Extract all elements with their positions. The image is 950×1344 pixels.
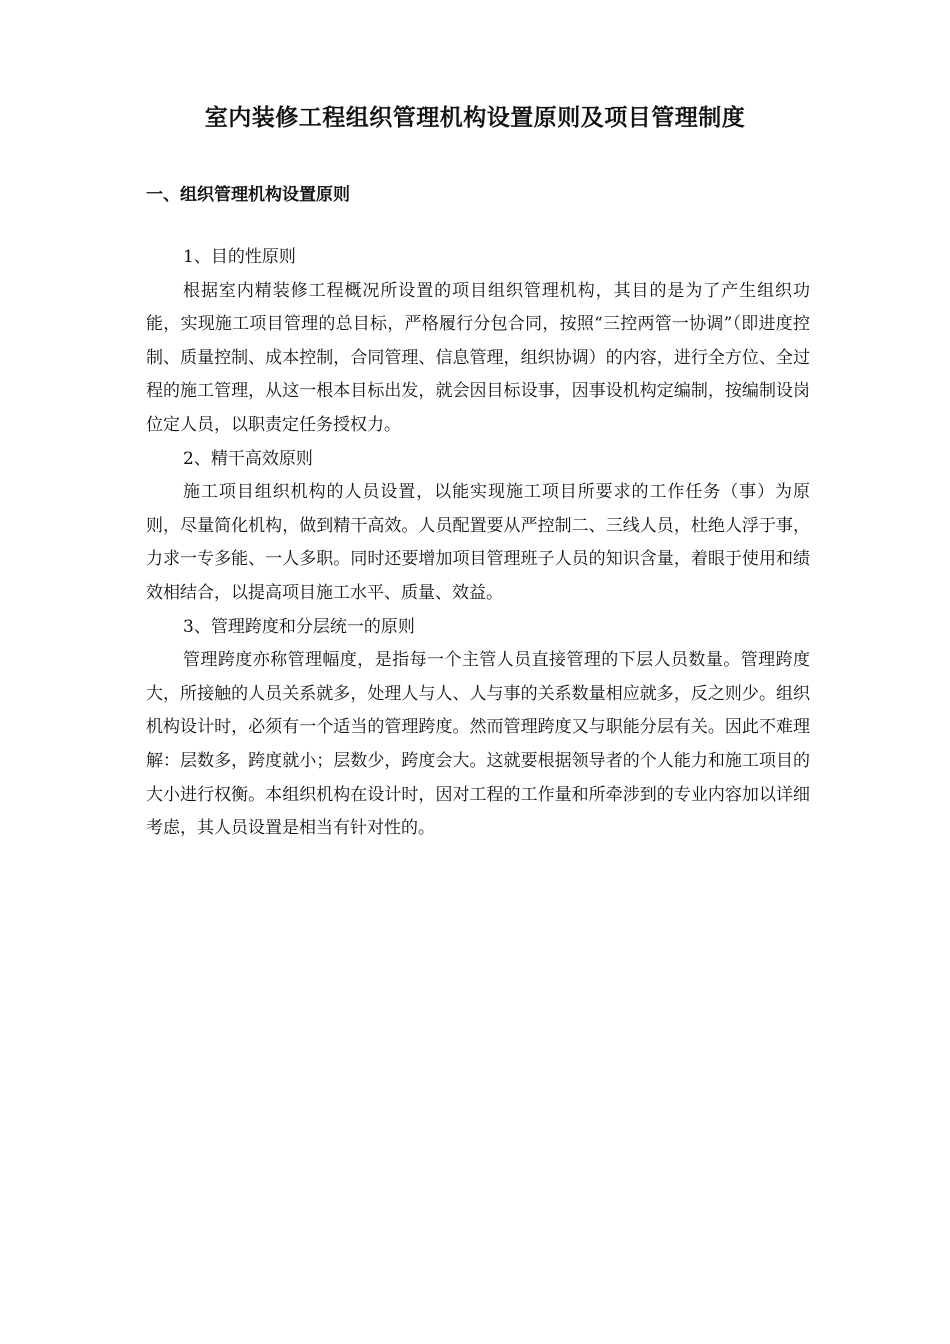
- section-heading: 一、组织管理机构设置原则: [146, 185, 350, 205]
- subheading-efficiency-principle: 2、精干高效原则: [183, 448, 313, 469]
- paragraph-purpose-principle: 根据室内精装修工程概况所设置的项目组织管理机构，其目的是为了产生组织功能，实现施工项目管理的总目标，严格履行分包合同，按照“三控两管一协调”（即进度控制、质量控制、成本控制，合同管理、信息管理，组织协调）的内容，进行全方位、全过程的施工管理，从这一根本目标出发，就会因目标设事，因事设机构定编制，按编制设岗位定人员，以职责定任务授权力。: [146, 280, 810, 435]
- paragraph-span-layer-principle: 管理跨度亦称管理幅度，是指每一个主管人员直接管理的下层人员数量。管理跨度大，所接触的人员关系就多，处理人与人、人与事的关系数量相应就多，反之则少。组织机构设计时，必须有一个适当的管理跨度。然而管理跨度又与职能分层有关。因此不难理解：层数多，跨度就小；层数少，跨度会大。这就要根据领导者的个人能力和施工项目的大小进行权衡。本组织机构在设计时，因对工程的工作量和所牵涉到的专业内容加以详细考虑，其人员设置是相当有针对性的。: [146, 650, 810, 839]
- subheading-purpose-principle: 1、目的性原则: [183, 247, 296, 267]
- section-body: [146, 241, 810, 846]
- subheading-span-layer-principle: 3、管理跨度和分层统一的原则: [183, 616, 415, 637]
- paragraph-efficiency-principle: 施工项目组织机构的人员设置，以能实现施工项目所要求的工作任务（事）为原则，尽量简化机构，做到精干高效。人员配置要从严控制二、三线人员，杜绝人浮于事，力求一专多能、一人多职。同时还要增加项目管理班子人员的知识含量，着眼于使用和绩效相结合，以提高项目施工水平、质量、效益。: [146, 482, 810, 603]
- document-title: 室内装修工程组织管理机构设置原则及项目管理制度: [204, 105, 746, 131]
